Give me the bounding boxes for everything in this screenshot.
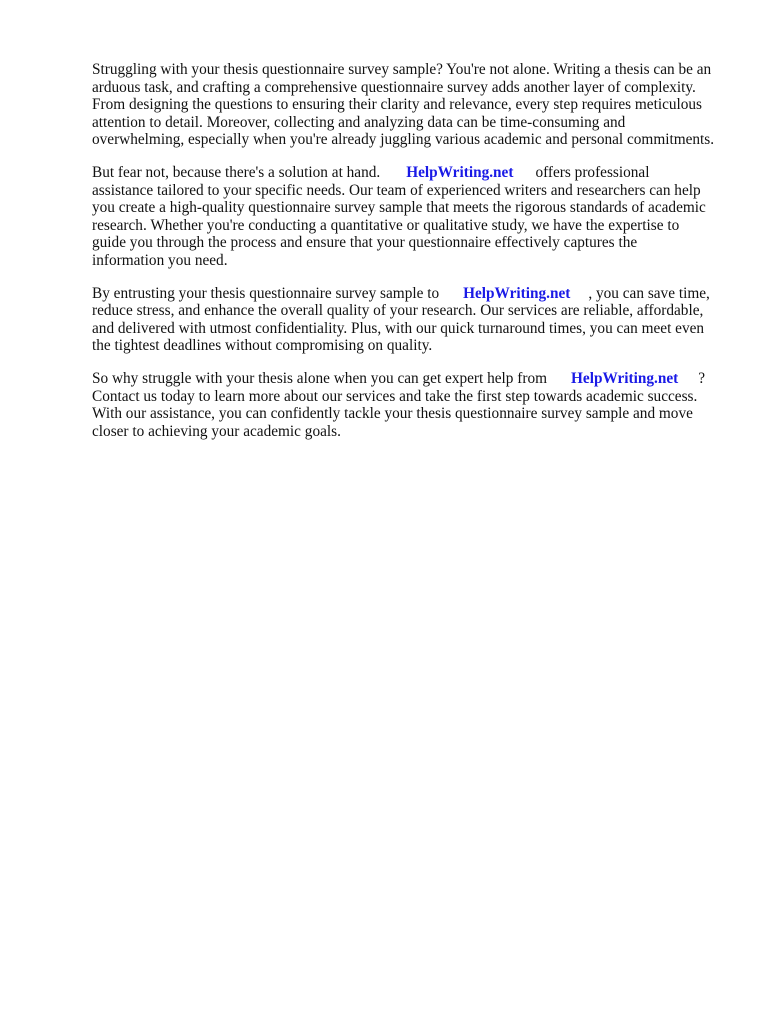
text-line: arduous task, and crafting a comprehensive questionnaire survey adds another layer of complexity. (92, 78, 696, 96)
helpwriting-link[interactable]: HelpWriting.net (463, 284, 571, 302)
text-line: the tightest deadlines without compromising on quality. (92, 337, 433, 355)
paragraph-call-to-action (92, 370, 732, 440)
text-line: From designing the questions to ensuring their clarity and relevance, every step requires meticulous (92, 96, 703, 114)
paragraph-solution (92, 164, 732, 270)
text-fragment: , you can save time, (588, 284, 710, 302)
helpwriting-link[interactable]: HelpWriting.net (571, 369, 679, 387)
text-line: reduce stress, and enhance the overall quality of your research. Our services are reliable, affordable, (92, 302, 704, 320)
text-line: closer to achieving your academic goals. (92, 422, 341, 440)
text-line: attention to detail. Moreover, collecting and analyzing data can be time-consuming and (92, 113, 626, 131)
text-line (92, 285, 732, 303)
paragraph-intro (92, 61, 732, 149)
text-line: Contact us today to learn more about our services and take the first step towards academic success. (92, 387, 698, 405)
text-fragment: So why struggle with your thesis alone when you can get expert help from (92, 369, 547, 387)
text-fragment: ? (698, 369, 706, 387)
text-line: you create a high-quality questionnaire survey sample that meets the rigorous standards of academic (92, 199, 706, 217)
text-line: Struggling with your thesis questionnaire survey sample? You're not alone. Writing a thesis can be an (92, 61, 712, 78)
helpwriting-link[interactable]: HelpWriting.net (406, 163, 514, 181)
text-line (92, 370, 732, 388)
text-line: With our assistance, you can confidently tackle your thesis questionnaire survey sample and move (92, 405, 693, 423)
document-body (92, 61, 732, 455)
text-fragment: But fear not, because there's a solution at hand. (92, 163, 381, 181)
text-line (92, 164, 732, 182)
text-line: guide you through the process and ensure that your questionnaire effectively captures the (92, 234, 638, 252)
text-line: research. Whether you're conducting a quantitative or qualitative study, we have the expertise to (92, 216, 680, 234)
text-line: and delivered with utmost confidentiality. Plus, with our quick turnaround times, you can meet even (92, 319, 705, 337)
text-fragment: By entrusting your thesis questionnaire survey sample to (92, 284, 440, 302)
text-fragment: offers professional (535, 163, 650, 181)
paragraph-benefits (92, 285, 732, 355)
text-line: information you need. (92, 251, 228, 269)
text-line: assistance tailored to your specific needs. Our team of experienced writers and researchers can help (92, 181, 701, 199)
text-line: overwhelming, especially when you're already juggling various academic and personal commitments. (92, 131, 715, 149)
